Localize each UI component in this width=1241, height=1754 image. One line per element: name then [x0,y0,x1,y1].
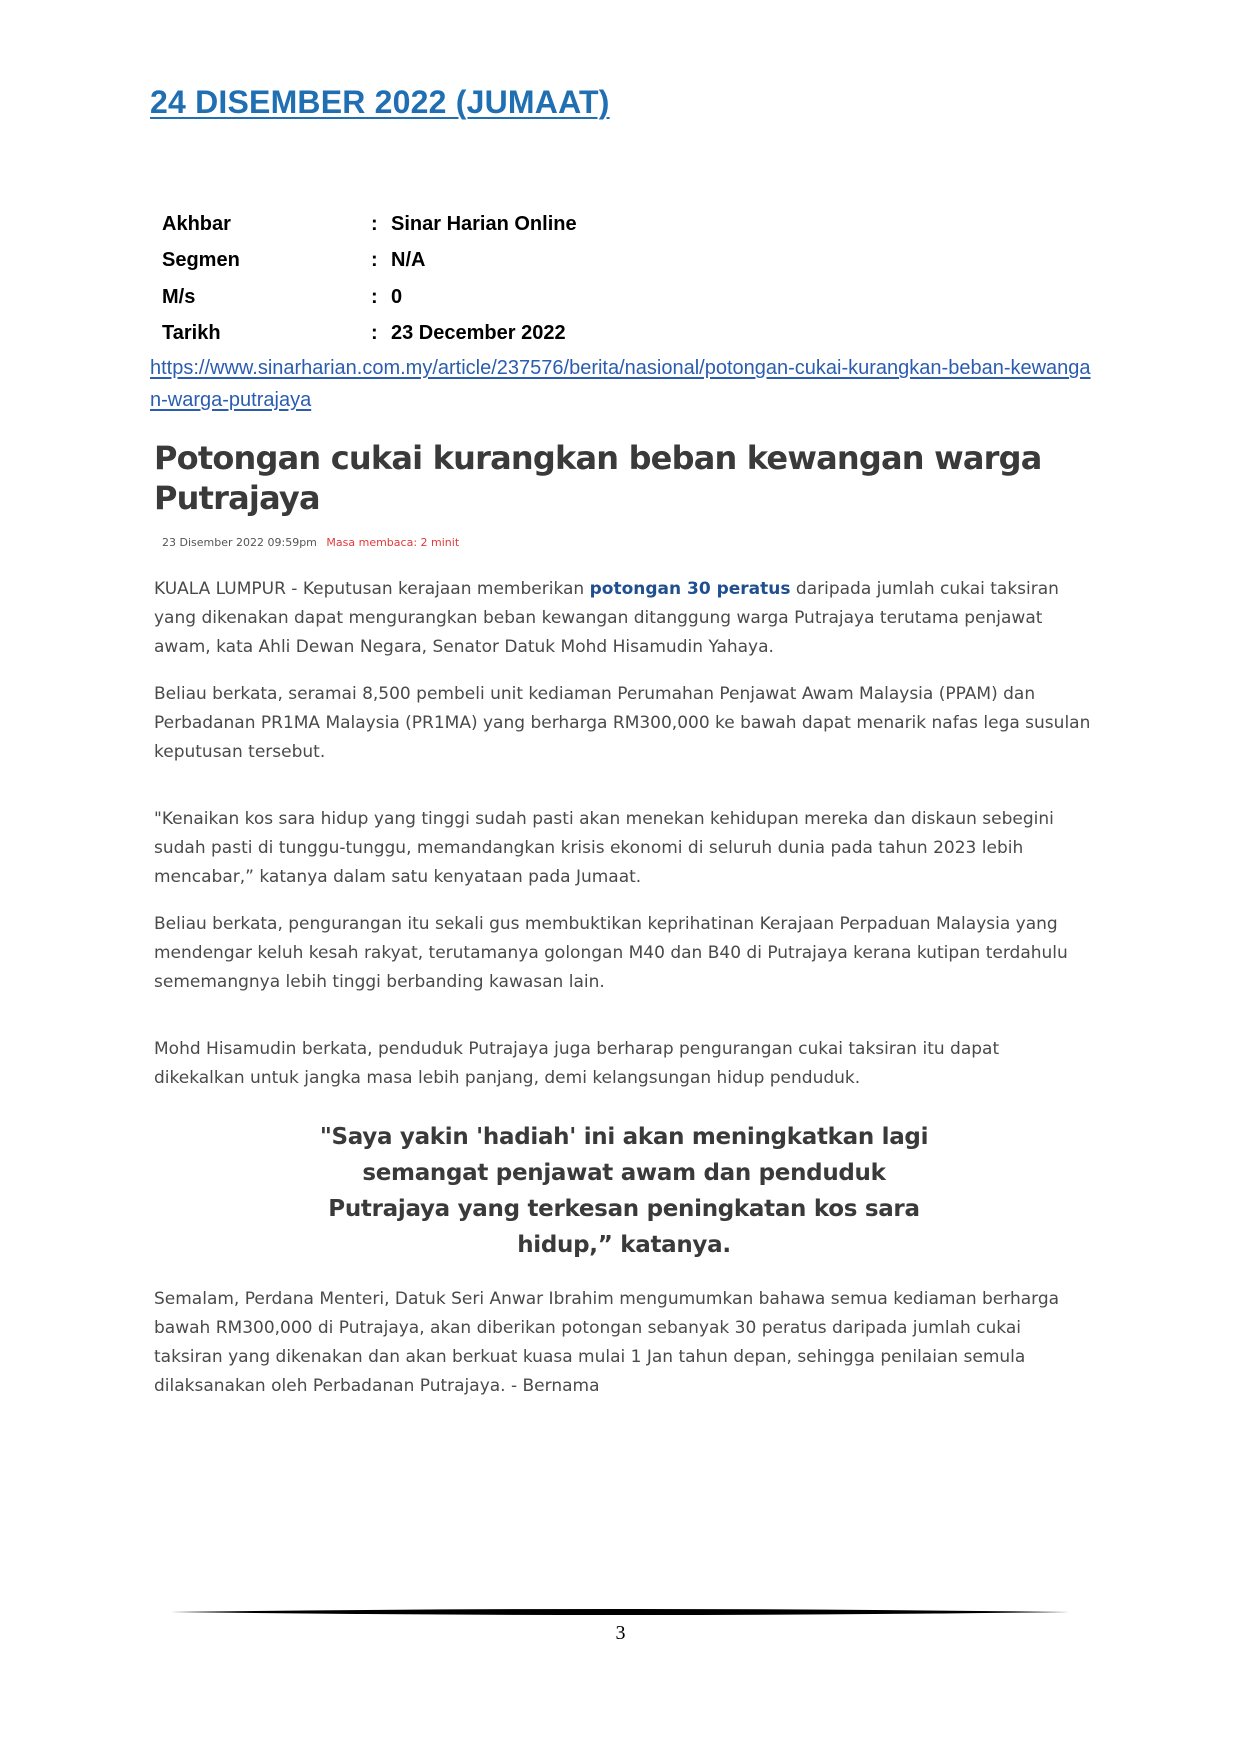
meta-colon: : [371,285,378,308]
meta-value: Sinar Harian Online [391,212,577,235]
clipping-meta-table [162,206,577,352]
meta-label: M/s [162,285,196,308]
meta-row-tarikh [162,316,577,353]
pull-quote: "Saya yakin 'hadiah' ini akan meningkatkan lagi semangat penjawat awam dan penduduk Putrajaya yang terkesan peningkatan kos sara hidup,” katanya. [319,1124,929,1258]
p1-highlight: potongan 30 peratus [589,579,791,599]
meta-colon: : [371,249,378,272]
meta-value: 23 December 2022 [391,322,566,345]
article-clipping [154,438,1094,1401]
meta-label: Tarikh [162,322,221,345]
meta-value: 0 [391,285,403,308]
article-paragraph-1 [154,575,1094,662]
meta-row-ms [162,279,577,316]
page-number: 3 [615,1622,626,1644]
p1-text-before: KUALA LUMPUR - Keputusan kerajaan memberikan [154,579,590,599]
article-headline: Potongan cukai kurangkan beban kewangan warga Putrajaya [154,439,1042,517]
publish-timestamp: 23 Disember 2022 09:59pm [162,536,317,549]
meta-value: N/A [391,249,426,272]
footer-divider [170,1608,1070,1616]
meta-row-segmen [162,243,577,280]
article-paragraph-3: "Kenaikan kos sara hidup yang tinggi sudah pasti akan menekan kehidupan mereka dan diskaun sebegini sudah pasti di tunggu-tunggu, memandangkan krisis ekonomi di seluruh dunia pada tahun 2023 lebih mencabar,” katanya dalam satu kenyataan pada Jumaat. [154,809,1054,887]
meta-colon: : [371,322,378,345]
article-dateline [154,536,1094,549]
meta-row-akhbar [162,206,577,243]
page-date-heading: 24 DISEMBER 2022 (JUMAAT) [150,84,610,120]
meta-colon: : [371,212,378,235]
source-url-link[interactable]: https://www.sinarharian.com.my/article/237576/berita/nasional/potongan-cukai-kurangkan-beban-kewangan-warga-putrajaya [150,357,1091,411]
article-paragraph-4: Beliau berkata, pengurangan itu sekali gus membuktikan keprihatinan Kerajaan Perpaduan Malaysia yang mendengar keluh kesah rakyat, terutamanya golongan M40 dan B40 di Putrajaya kerana kutipan terdahulu sememangnya lebih tinggi berbanding kawasan lain. [154,914,1068,992]
article-paragraph-2: Beliau berkata, seramai 8,500 pembeli unit kediaman Perumahan Penjawat Awam Malaysia (PPAM) dan Perbadanan PR1MA Malaysia (PR1MA) yang berharga RM300,000 ke bawah dapat menarik nafas lega susulan keputusan tersebut. [154,684,1091,762]
meta-label: Akhbar [162,212,231,235]
meta-label: Segmen [162,249,240,272]
article-paragraph-6: Semalam, Perdana Menteri, Datuk Seri Anwar Ibrahim mengumumkan bahawa semua kediaman berharga bawah RM300,000 di Putrajaya, akan diberikan potongan sebanyak 30 peratus daripada jumlah cukai taksiran yang dikenakan dan akan berkuat kuasa mulai 1 Jan tahun depan, sehingga penilaian semula dilaksanakan oleh Perbadanan Putrajaya. - Bernama [154,1289,1060,1396]
article-paragraph-5: Mohd Hisamudin berkata, penduduk Putrajaya juga berharap pengurangan cukai taksiran itu dapat dikekalkan untuk jangka masa lebih panjang, demi kelangsungan hidup penduduk. [154,1039,1000,1088]
read-time: Masa membaca: 2 minit [326,536,460,549]
p1-text-after: daripada jumlah cukai taksiran yang dikenakan dapat mengurangkan beban kewangan ditanggung warga Putrajaya terutama penjawat awam, kata Ahli Dewan Negara, Senator Datuk Mohd Hisamudin Yahaya. [154,579,1059,657]
